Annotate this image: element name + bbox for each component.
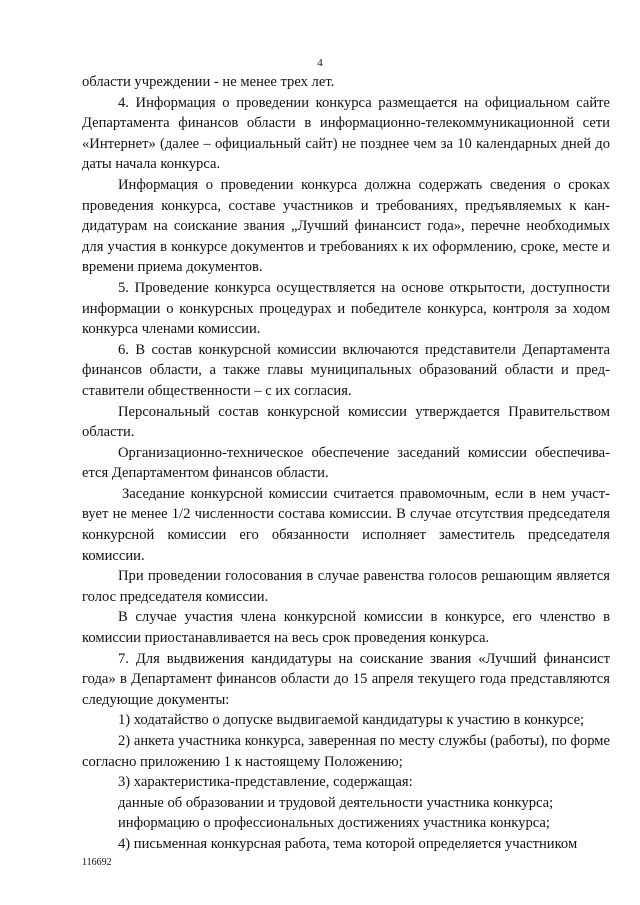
- paragraph-item-4: 4. Информация о проведении конкурса размещается на официальном сайте Департамента финансов области в информационно-телекоммуникационной сети «Интернет» (далее – официальный сайт) не позднее чем за 10 календарных дней до даты начала конкурса.: [82, 94, 610, 173]
- paragraph-continuation: области учреждении - не менее трех лет.: [82, 74, 335, 90]
- list-item-1: 1) ходатайство о допуске выдвигаемой кандидатуры к участию в конкурсе;: [118, 712, 585, 729]
- paragraph-quorum: Заседание конкурсной комиссии считается правомочным, если в нем участвует не менее 1/2 численности состава комиссии. В случае отсутствия председателя конкурсной комиссии его обязанности исполняет заместитель председателя комиссии.: [82, 485, 610, 564]
- paragraph-item-6: 6. В состав конкурсной комиссии включаются представители Департамента финансов области, а также главы муниципальных образований области и представители общественности – с их согласия.: [82, 341, 610, 399]
- document-body: [82, 72, 610, 855]
- list-item-4: 4) письменная конкурсная работа, тема которой определяется участником: [118, 835, 578, 852]
- list-subitem-education: данные об образовании и трудовой деятельности участника конкурса;: [118, 794, 554, 811]
- paragraph-info-contents: Информация о проведении конкурса должна содержать сведения о сроках проведения конкурса, составе участников и требованиях, предъявляемых к кандидатурам на соискание звания „Лучший финансист года», перечне необходимых для участия в конкурсе документов и требованиях к их оформлению, сроке, месте и времени приема документов.: [82, 176, 610, 276]
- paragraph-member-participation: В случае участия члена конкурсной комиссии в конкурсе, его членство в комиссии приостанавливается на весь срок проведения конкурса.: [82, 609, 610, 647]
- paragraph-commission-composition: Персональный состав конкурсной комиссии утверждается Правительством области.: [82, 403, 610, 441]
- footer-code: 116692: [82, 857, 112, 868]
- paragraph-item-5: 5. Проведение конкурса осуществляется на основе открытости, доступности информации о конкурсных процедурах и победителе конкурса, контроля за ходом конкурса членами комиссии.: [82, 279, 610, 338]
- page-number: 4: [317, 57, 323, 69]
- list-subitem-achievements: информацию о профессиональных достижениях участника конкурса;: [118, 815, 550, 832]
- paragraph-technical-support: Организационно-техническое обеспечение заседаний комиссии обеспечивается Департаментом финансов области.: [82, 444, 610, 482]
- paragraph-item-7: 7. Для выдвижения кандидатуры на соискание звания «Лучший финансист года» в Департамент финансов области до 15 апреля текущего года представляются следующие документы:: [82, 650, 610, 708]
- list-item-3: 3) характеристика-представление, содержащая:: [118, 774, 413, 791]
- paragraph-voting: При проведении голосования в случае равенства голосов решающим является голос председателя комиссии.: [82, 568, 610, 605]
- list-item-2: 2) анкета участника конкурса, заверенная по месту службы (работы), по форме согласно приложению 1 к настоящему Положению;: [82, 733, 610, 770]
